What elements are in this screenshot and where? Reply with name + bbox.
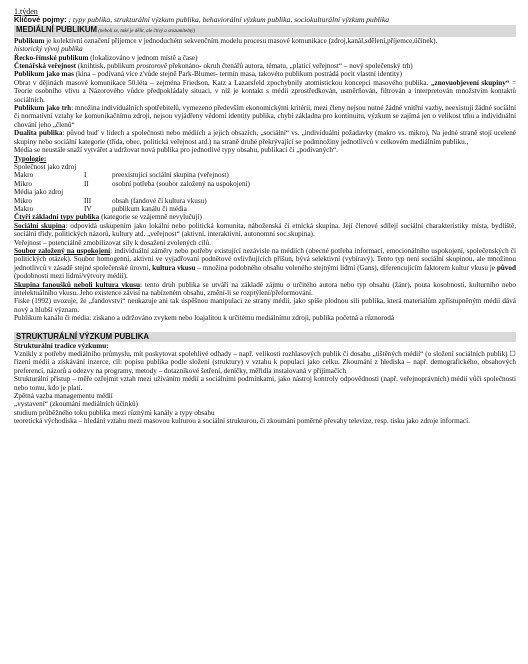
keywords-label: Klíčové pojmy: [14,15,67,25]
typ-desc: osobní potřeba (soubor založený na uspokojení) [112,179,250,188]
paragraph-publikum [14,37,516,45]
text-obrat-a: Obrat v dějinách masové komunikace 50.léta – zejména Friedson, Katz a Lazarsfeld zpochybnily atomistickou koncepci masového publika. [14,78,431,87]
typologie-title: Typologie: [14,154,47,163]
term-publikum: Publikum [14,36,45,45]
subheading-historicky-vyvoj: historický vývoj publika [14,45,83,54]
typ-num: II [84,179,89,188]
term-ctenarske: Čtenářská veřejnost [14,62,77,71]
text-fans: : tento druh publika se utváří na základě zájmu o určitého autora nebo typ obsahu (žánr), pouta kosobnosti, kulturního nebo intelektuálního vkusu. Jeho existence závisí na nabízeném obsahu, změní-li se rozptýlení/přeformování. [14,280,516,297]
paragraph-soubor [14,247,516,281]
text-obrat-bold: „znovuobjevení skupiny“ [430,78,510,87]
term-trh: Publikum jako trh [14,104,72,113]
term-fans: Skupina fanoušků neboli kultura vkusu [14,280,140,289]
section-gap [14,323,516,332]
text-soubor-bold: kultura vkusu [152,263,196,272]
term-mas: Publikum jako mas [14,70,74,79]
text-mas: (kina – podívaná více z'vůde stejně Park-Blumer- termín masa, takovéto publikum postrádá pocit vlastní identity) [73,70,403,79]
text-publikum: je kolektivní označení příjemce v jednoduchém sekvenčním modelu procesu masové komunikace (zdroj,kanál,sdělení,příjemce,účinek). [44,36,438,45]
text-obrat-b: = Teorie osobního vlivu a Názorového vůdce předpokládaly situaci, v níž je kontakt s médii zprostředkován, usměrňován, filtrován a interpretován množstvím kontaktů sociálních. [14,78,517,104]
text-soubor-c: (podobnosti mezi lidmi/výtvory médií). [14,272,128,281]
term-dualita: Dualita publika [14,129,63,138]
typ-desc: obsah (fandové či kultura vkusu) [112,196,207,205]
paragraph-ctyri [14,213,516,221]
text-dualita: : původ buď v lidech a společnosti nebo médiích a jejich obsazích, „sociální“ vs. „individuální požadavky (makro vs. mikro), Na jedné straně stojí ucelené skupiny nebo sociální kategorie (třída, obec, politická veřejnost atd.) na straně druhé překrývající se podmnožiny jednotlivců v celkovém mediálním publiku., [14,129,516,146]
text-kanal-a: Publikum kanálu či média [14,314,90,323]
text-recko: (lokalizováno v jednom místě a čase) [88,53,198,62]
typologie-rows-social [14,171,516,188]
typ-desc: publikum kanálu či média [112,204,187,213]
line-studium: studium průběžného toku publika mezi různými kanály a typy obsahu [14,408,215,417]
paragraph-verejnost: Veřejnost – potenciálně zmobilizovat síly k dosažení zvolených cílů. [14,238,211,247]
keywords-line [14,16,516,24]
tradice-title: Strukturální tradice výzkumu: [14,341,109,350]
text-ctenarske-italic: prostorově [136,62,168,71]
term-skupina: Sociální skupina [14,221,66,230]
text-soubor-bold2: původ [496,263,516,272]
typ-num: III [84,196,92,205]
typologie-row [14,197,516,205]
text-soubor-a: : individuální záměry nebo potřeby existující nezávisle na médiích (obecné potřeba informací, emocionálního uspokojení, společenských či politických otázek). Soubor homogenní, aktivní ve vyjadřovaní podnětové ovlivňujících příšun, bývá selektivní (vybíravý). Tento typ není sociální skupinou, ale množinou jednotlivců v zásadě stejné společenské úrovni, [14,246,516,272]
paragraph-media: Média se neustále snaží vytvářet a udržovat nová publika pro jednotlivé typy obsahu, publikaci či „podívaných“. [14,146,338,155]
week-heading: 1.týden [14,7,38,16]
term-soubor: Soubor založený na uspokojení [14,246,111,255]
text-trh: : množina individuálních spotřebitelů, vymezeno především ekonomickými kritérii, mezi členy nejsou nutné žádné vnitřní vazby, neexistují žádné sociální či normativní vztahy ke komunikačnímu zdroji, nejsou vyjádřeny vědomí identity publika, chybí základna pro kontinuitu, výzkum se zajímá jen o velikost trhu a individuální chování jeho „členů“ [14,104,516,129]
section-note: (neboli se, také je dělit, ale čtivý a srozumitelný) [97,28,195,34]
typ-num: I [84,171,87,180]
paragraph-skupina [14,222,516,239]
section-title: MEDIÁLNÍ PUBLIKUM [16,24,97,34]
typologie-row [14,180,516,188]
typologie-row [14,171,516,179]
paragraph-kanal [14,314,516,322]
paragraph-mas [14,70,516,78]
typ-level: Mikro [14,196,32,205]
typ-level: Makro [14,204,34,213]
typologie-media-source: Média jako zdroj [14,188,64,197]
term-ctyri: Čtyři základní typy publika [14,213,100,222]
section-title: STRUKTURÁLNÍ VÝZKUM PUBLIKA [16,331,149,341]
keywords-text: ; typy publika, strukturální výzkum publika, behaviorální výzkum publika, sociokulturální výzkum publika [66,15,390,25]
section-heading-medialni-publikum [14,25,516,37]
paragraph-fans [14,281,516,298]
paragraph-trh [14,104,516,129]
paragraph-tradice: Vznikly z potřeby mediálního průmyslu, mít poskytovat spolehlivé odhady – např. velikosti rozhlasových publik či dosahu „tištěných médií“ (o složení sociálních publik) ☐ řízení médií a získávání inzerce, cíl: popisu publika podle složení (struktury) v vztahu k populaci jako celku. Zkoumání z hlediska – např. demografického, obsahových preferencí, názorů a odezvy na programy, metody – dotazníkové šetření, deníčky, měřidla instalovaná v přijímačích [14,350,516,375]
paragraph-fiske: Fiske (1992) uvozuje, že „fandovství“ neukazuje ani tak úspěšnou manipulaci ze strany médií, jako spíše plodnou síli publika, která materiálům zpřístupněným médii dává nový a hlubší význam. [14,297,516,314]
text-ctenarske-a: (knihtisk, publikum [76,62,137,71]
term-recko: Řecko-římské publikum [14,53,89,62]
typologie-rows-media [14,197,516,214]
typ-desc: preexistující sociální skupina (veřejnost) [112,171,229,180]
typ-num: IV [84,204,92,213]
typ-level: Mikro [14,179,32,188]
section-heading-strukturalni [14,332,516,342]
paragraph-pristup: Strukturální přístup – měře ozřejmit vztah mezi užíváním médií a sociálními podmínkami, jako nástroj kontroly odpovědnosti (např. veřejnoprávních) médií vůči společnosti nebo tomu, kdo je platí. [14,375,516,392]
typ-level: Makro [14,171,34,180]
paragraph-obrat [14,79,516,104]
text-ctyri: (kategorie se vzájemně nevylučují) [99,213,202,222]
paragraph-dualita [14,129,516,146]
line-vystaveni: „vystavení“ (zkoumání mediálních účinků) [14,400,138,409]
line-teoreticka: teoretická východiska – hledání vztahu mezi masovou kulturou a sociální strukturou, či zkoumání poměrné převahy televize, resp. tisku jako zdroje informací. [14,417,470,426]
line-zpetna: Zpětná vazba managementu médií [14,392,113,401]
text-kanal-b: : získano a udržováno zvykem nebo loajalitou k určitému mediálnímu zdroji, publika početná a různorodá [89,314,395,323]
paragraph-recko [14,54,516,62]
text-ctenarske-b: překonáno- okruh čtenářů autora, tématu, „platící veřejnost“ – nový společenský trh) [167,62,413,71]
text-skupina: : odpovídá uskupením jako lokální nebo politická komunita, náboženská či etnická skupina. Její členové sdílejí sociální charakteristiky místa, bydliště, sociální třídy, politických názorů, kultury atd. „veřejnost“ (aktivní, interaktivní, autonomní soc.skupina). [14,221,516,239]
typologie-social-source: Společnost jako zdroj [14,162,77,171]
text-soubor-b: – množina podobného obsahu voleného stejnými lidmi (Gans), diferencujícím faktorem kultur vkusu je [195,263,497,272]
